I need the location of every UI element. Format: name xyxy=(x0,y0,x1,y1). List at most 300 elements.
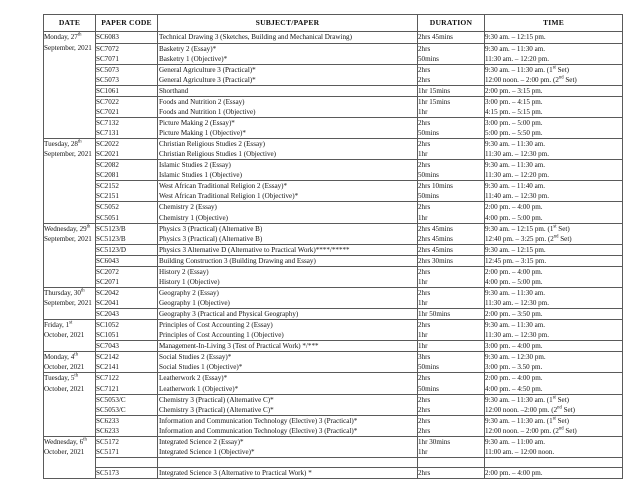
subject-cell xyxy=(158,266,418,287)
subject-cell xyxy=(158,309,418,320)
paper-code-cell xyxy=(96,415,158,436)
time-cell xyxy=(485,139,623,160)
subject-cell xyxy=(158,244,418,255)
table-row xyxy=(44,394,623,415)
paper-code-cell-line: SC5171 xyxy=(96,447,119,456)
duration-cell-line: 1hr xyxy=(418,299,428,308)
paper-code-cell xyxy=(96,139,158,160)
paper-code-cell-line: SC1052 xyxy=(96,321,119,330)
table-row xyxy=(44,223,623,244)
date-cell xyxy=(44,352,96,373)
duration-cell-line: 1hr 50mins xyxy=(418,310,451,319)
paper-code-cell xyxy=(96,160,158,181)
paper-code-cell-line: SC7132 xyxy=(96,118,119,127)
subject-cell-line: History 2 (Essay) xyxy=(159,267,209,276)
paper-code-cell xyxy=(96,32,158,43)
paper-code-cell-line: SC2152 xyxy=(96,182,119,191)
time-cell xyxy=(485,160,623,181)
paper-code-cell xyxy=(96,467,158,478)
subject-cell xyxy=(158,394,418,415)
duration-cell-line: 2hrs xyxy=(418,416,431,425)
date-cell xyxy=(44,287,96,319)
time-cell-line: 9:30 am. – 11:40 am. xyxy=(485,182,546,191)
subject-cell-line: Foods and Nutrition 1 (Objective) xyxy=(159,107,256,116)
table-row xyxy=(44,255,623,266)
time-cell xyxy=(485,266,623,287)
time-cell-line: 12:40 pm. – 3:25 pm. (2nd Set) xyxy=(485,234,572,243)
date-ordinal-superscript: th xyxy=(80,288,85,294)
date-ordinal-superscript: th xyxy=(74,374,79,380)
table-row xyxy=(44,96,623,117)
time-cell-line: 4:00 pm. – 5:00 pm. xyxy=(485,277,543,286)
paper-code-cell-line: SC6233 xyxy=(96,416,119,425)
subject-cell xyxy=(158,223,418,244)
duration-cell-line: 50mins xyxy=(418,192,439,201)
subject-cell-line: Foods and Nutrition 2 (Essay) xyxy=(159,97,245,106)
duration-cell-line: 2hrs xyxy=(418,140,431,149)
duration-cell-line: 50mins xyxy=(418,171,439,180)
paper-code-cell xyxy=(96,43,158,64)
subject-cell xyxy=(158,373,418,394)
subject-cell xyxy=(158,32,418,43)
column-header-paper-code: PAPER CODE xyxy=(96,15,158,32)
date-line: Wednesday, 6th xyxy=(44,437,87,446)
subject-cell xyxy=(158,160,418,181)
time-cell xyxy=(485,287,623,308)
duration-cell-line: 2hrs 45mins xyxy=(418,33,453,42)
subject-cell-line: Integrated Science 3 (Alternative to Practical Work) * xyxy=(159,468,312,477)
paper-code-cell-line: SC2043 xyxy=(96,310,119,319)
paper-code-cell-line: SC5073 xyxy=(96,75,119,84)
subject-cell-line: West African Traditional Religion 1 (Objective)* xyxy=(159,192,299,201)
paper-code-cell xyxy=(96,309,158,320)
date-line: Friday, 1st xyxy=(44,320,73,330)
paper-code-cell-line: SC5052 xyxy=(96,203,119,212)
duration-cell-line: 1hr xyxy=(418,107,428,116)
paper-code-cell-line: SC5123/B xyxy=(96,234,126,243)
date-cell xyxy=(44,223,96,287)
duration-cell xyxy=(418,160,485,181)
duration-cell-line: 2hrs xyxy=(418,426,431,435)
paper-code-cell-line: SC5073 xyxy=(96,65,119,74)
subject-cell-line: Technical Drawing 3 (Sketches, Building and Mechanical Drawing) xyxy=(159,33,352,42)
table-row xyxy=(44,415,623,436)
paper-code-cell-line: SC5123/B xyxy=(96,224,126,233)
subject-cell-line: General Agriculture 3 (Practical)* xyxy=(159,75,256,84)
table-row xyxy=(44,287,623,308)
time-cell-line: 11:30 am. – 12:30 pm. xyxy=(485,299,549,308)
date-ordinal-superscript: st xyxy=(69,320,73,326)
duration-cell xyxy=(418,244,485,255)
time-cell-line: 9:30 am. – 11:30 am. (1st Set) xyxy=(485,395,570,404)
paper-code-cell-line: SC2082 xyxy=(96,161,119,170)
duration-cell xyxy=(418,467,485,478)
subject-cell xyxy=(158,117,418,138)
paper-code-cell-line: SC2151 xyxy=(96,192,119,201)
date-line: September, 2021 xyxy=(44,234,92,243)
duration-cell xyxy=(418,202,485,223)
paper-code-cell-line: SC5053/C xyxy=(96,405,126,414)
time-cell xyxy=(485,223,623,244)
table-row xyxy=(44,117,623,138)
date-line: Thursday, 30th xyxy=(44,288,85,297)
subject-cell-line: Christian Religious Studies 1 (Objective) xyxy=(159,150,277,159)
table-row xyxy=(44,160,623,181)
paper-code-cell xyxy=(96,266,158,287)
subject-cell-line: Information and Communication Technology (Elective) 3 (Practical)* xyxy=(159,426,358,435)
table-row xyxy=(44,43,623,64)
column-header-time: TIME xyxy=(485,15,623,32)
time-cell xyxy=(485,341,623,352)
table-header xyxy=(44,15,623,32)
paper-code-cell-line: SC5053/C xyxy=(96,395,126,404)
subject-cell-line: Shorthand xyxy=(159,86,189,95)
duration-cell xyxy=(418,255,485,266)
paper-code-cell-line: SC7043 xyxy=(96,342,119,351)
subject-cell-line: Basketry 2 (Essay)* xyxy=(159,44,217,53)
time-cell xyxy=(485,467,623,478)
duration-cell-line: 1hr xyxy=(418,277,428,286)
subject-cell-line: Management-In-Living 3 (Test of Practical Work) */*** xyxy=(159,342,319,351)
subject-cell xyxy=(158,139,418,160)
time-cell-line: 9:30 am. – 12:30 pm. xyxy=(485,353,546,362)
time-cell-line: 2:00 pm. – 4:00 pm. xyxy=(485,203,543,212)
paper-code-cell-line: SC2141 xyxy=(96,363,119,372)
duration-cell xyxy=(418,415,485,436)
paper-code-cell-line: SC5123/D xyxy=(96,245,126,254)
duration-cell-line: 2hrs xyxy=(418,468,431,477)
paper-code-cell-line: SC1051 xyxy=(96,331,119,340)
ordinal-superscript: nd xyxy=(558,75,564,81)
date-line: September, 2021 xyxy=(44,150,92,159)
date-cell xyxy=(44,320,96,352)
subject-cell-line: Chemistry 3 (Practical) (Alternative C)* xyxy=(159,405,274,414)
duration-cell xyxy=(418,373,485,394)
time-cell-line: 11:30 am. – 12:20 pm. xyxy=(485,54,549,63)
paper-code-cell xyxy=(96,373,158,394)
time-cell xyxy=(485,32,623,43)
table-row xyxy=(44,85,623,96)
subject-cell xyxy=(158,436,418,457)
subject-cell-line: Principles of Cost Accounting 2 (Essay) xyxy=(159,321,273,330)
ordinal-superscript: nd xyxy=(557,405,562,411)
date-line: October, 2021 xyxy=(44,331,85,340)
ordinal-superscript: nd xyxy=(558,426,564,432)
date-cell xyxy=(44,139,96,224)
paper-code-cell xyxy=(96,320,158,341)
duration-cell-line: 1hr xyxy=(418,447,428,456)
time-cell-line: 3:00 pm. – 4:15 pm. xyxy=(485,97,543,106)
subject-cell xyxy=(158,85,418,96)
table-body xyxy=(44,32,623,479)
duration-cell-line: 2hrs 10mins xyxy=(418,182,453,191)
duration-cell-line: 2hrs xyxy=(418,374,431,383)
subject-cell-line: Physics 3 (Practical) (Alternative B) xyxy=(159,234,263,243)
duration-cell-line: 2hrs xyxy=(418,395,431,404)
subject-cell-line: Principles of Cost Accounting 1 (Objective) xyxy=(159,331,284,340)
time-cell xyxy=(485,244,623,255)
duration-cell-line: 2hrs xyxy=(418,161,431,170)
ordinal-superscript: st xyxy=(552,395,556,401)
time-cell-line: 3:00 pm. – 5:00 pm. xyxy=(485,118,543,127)
paper-code-cell-line: SC2072 xyxy=(96,267,119,276)
subject-cell-line: Integrated Science 2 (Essay)* xyxy=(159,437,244,446)
duration-cell-line: 1hr xyxy=(418,331,428,340)
column-header-subject-paper: SUBJECT/PAPER xyxy=(158,15,418,32)
time-cell-line: 9:30 am. – 12:15 pm. xyxy=(485,245,546,254)
time-cell xyxy=(485,415,623,436)
duration-cell xyxy=(418,266,485,287)
time-cell-line: 4:00 pm. – 5:00 pm. xyxy=(485,213,543,222)
subject-cell xyxy=(158,181,418,202)
date-line: Monday, 4th xyxy=(44,352,78,362)
table-row xyxy=(44,436,623,457)
time-cell-line: 9:30 am. – 11:30 am. xyxy=(485,140,546,149)
time-cell-line: 2:00 pm. – 4:00 pm. xyxy=(485,267,543,276)
paper-code-cell xyxy=(96,181,158,202)
subject-cell xyxy=(158,320,418,341)
paper-code-cell-line: SC2022 xyxy=(96,140,119,149)
time-cell-line: 11:00 am. – 12:00 noon. xyxy=(485,447,555,456)
ordinal-superscript: st xyxy=(552,65,556,71)
time-cell xyxy=(485,373,623,394)
ordinal-superscript: st xyxy=(552,416,556,422)
header-row xyxy=(44,15,623,32)
subject-cell xyxy=(158,341,418,352)
time-cell-line: 12:00 noon. – 2:00 pm. (2nd Set) xyxy=(485,426,577,435)
date-line: Tuesday, 28th xyxy=(44,139,82,149)
time-cell-line: 11:30 am. – 12:30 pm. xyxy=(485,150,549,159)
paper-code-cell-line: SC6083 xyxy=(96,33,119,42)
subject-cell-line: Physics 3 (Practical) (Alternative B) xyxy=(159,224,263,233)
duration-cell-line: 1hr 15mins xyxy=(418,86,451,95)
time-cell xyxy=(485,96,623,117)
date-ordinal-superscript: th xyxy=(74,352,78,358)
subject-cell-line: Chemistry 2 (Essay) xyxy=(159,203,217,212)
subject-cell-line: History 1 (Objective) xyxy=(159,277,220,286)
paper-code-cell-line: SC2042 xyxy=(96,288,119,297)
table-row xyxy=(44,244,623,255)
table-row xyxy=(44,202,623,223)
time-cell-line: 2:00 pm. – 4:00 pm. xyxy=(485,374,543,383)
duration-cell-line: 50mins xyxy=(418,129,439,138)
duration-cell-line: 2hrs xyxy=(418,288,431,297)
table-row xyxy=(44,266,623,287)
time-cell xyxy=(485,394,623,415)
subject-cell-line: Chemistry 1 (Objective) xyxy=(159,213,228,222)
paper-code-cell-line: SC7022 xyxy=(96,97,119,106)
time-cell-line: 4:15 pm. – 5:15 pm. xyxy=(485,107,543,116)
time-cell-line: 11:30 am. – 12:30 pm. xyxy=(485,331,549,340)
date-line: September, 2021 xyxy=(44,43,92,52)
subject-cell xyxy=(158,352,418,373)
duration-cell-line: 50mins xyxy=(418,363,439,372)
date-line: Monday, 27th xyxy=(44,33,82,42)
paper-code-cell xyxy=(96,202,158,223)
duration-cell xyxy=(418,436,485,457)
time-cell xyxy=(485,181,623,202)
time-cell-line: 4:00 pm. – 4:50 pm. xyxy=(485,384,543,393)
time-cell-line: 11:30 am. – 12:20 pm. xyxy=(485,171,549,180)
table-row xyxy=(44,181,623,202)
paper-code-cell-line: SC7121 xyxy=(96,384,119,393)
subject-cell-line: Information and Communication Technology (Elective) 3 (Practical)* xyxy=(159,416,358,425)
paper-code-cell xyxy=(96,255,158,266)
date-cell xyxy=(44,373,96,436)
time-cell-line: 2:00 pm. – 3:50 pm. xyxy=(485,310,543,319)
subject-cell xyxy=(158,96,418,117)
time-cell-line: 3:00 pm. – 3.50 pm. xyxy=(485,363,543,372)
table-row xyxy=(44,139,623,160)
subject-cell-line: Integrated Science 1 (Objective)* xyxy=(159,447,255,456)
duration-cell xyxy=(418,85,485,96)
time-cell-line: 3:00 pm. – 4:00 pm. xyxy=(485,342,543,351)
duration-cell xyxy=(418,320,485,341)
ordinal-superscript: nd xyxy=(553,234,559,240)
paper-code-cell-line: SC1061 xyxy=(96,86,119,95)
time-cell-line: 9:30 am. – 11:30 am. (1st Set) xyxy=(485,65,570,74)
table-row xyxy=(44,64,623,85)
duration-cell-line: 2hrs xyxy=(418,44,431,53)
time-cell xyxy=(485,117,623,138)
time-cell-line: 9:30 am. – 11:30 am. xyxy=(485,161,546,170)
subject-cell-line: General Agriculture 3 (Practical)* xyxy=(159,65,256,74)
column-header-duration: DURATION xyxy=(418,15,485,32)
time-cell-line: 11:40 am. – 12:30 pm. xyxy=(485,192,549,201)
time-cell-line: 2:00 pm. – 3:15 pm. xyxy=(485,86,543,95)
time-cell-line: 9:30 am. – 11:30 am. xyxy=(485,321,546,330)
time-cell xyxy=(485,85,623,96)
duration-cell-line: 1hr 15mins xyxy=(418,97,451,106)
subject-cell-line: Geography 2 (Essay) xyxy=(159,288,219,297)
subject-cell-line: Picture Making 1 (Objective)* xyxy=(159,129,246,138)
time-cell xyxy=(485,436,623,457)
date-ordinal-superscript: th xyxy=(77,33,82,39)
duration-cell-line: 1hr 30mins xyxy=(418,437,451,446)
subject-cell-line: Basketry 1 (Objective)* xyxy=(159,54,228,63)
paper-code-cell xyxy=(96,96,158,117)
time-cell-line: 9:30 am. – 11:30 am. (1st Set) xyxy=(485,416,570,425)
paper-code-cell xyxy=(96,287,158,308)
subject-cell xyxy=(158,467,418,478)
duration-cell xyxy=(418,64,485,85)
time-cell xyxy=(485,64,623,85)
duration-cell xyxy=(418,309,485,320)
date-line: Tuesday, 5th xyxy=(44,374,79,383)
time-cell xyxy=(485,309,623,320)
duration-cell xyxy=(418,181,485,202)
duration-cell xyxy=(418,352,485,373)
paper-code-cell-line: SC7071 xyxy=(96,54,119,63)
subject-cell xyxy=(158,415,418,436)
time-cell-line: 2:00 pm. – 4:00 pm. xyxy=(485,468,543,477)
paper-code-cell xyxy=(96,352,158,373)
time-cell xyxy=(485,255,623,266)
date-cell xyxy=(44,436,96,478)
time-cell xyxy=(485,320,623,341)
exam-timetable xyxy=(43,14,623,479)
table-row xyxy=(44,32,623,43)
subject-cell-line: Social Studies 1 (Objective)* xyxy=(159,363,243,372)
table-row xyxy=(44,352,623,373)
paper-code-cell xyxy=(96,64,158,85)
paper-code-cell-line: SC2081 xyxy=(96,171,119,180)
duration-cell-line: 2hrs 45mins xyxy=(418,234,453,243)
date-line: October, 2021 xyxy=(44,363,85,372)
time-cell xyxy=(485,43,623,64)
table-row xyxy=(44,467,623,478)
duration-cell-line: 2hrs 45mins xyxy=(418,224,453,233)
paper-code-cell xyxy=(96,244,158,255)
time-cell-line: 9:30 am. – 12:15 pm. xyxy=(485,33,546,42)
time-cell-line: 9:30 am. – 11:30 am. xyxy=(485,44,546,53)
paper-code-cell-line: SC7072 xyxy=(96,44,119,53)
duration-cell xyxy=(418,139,485,160)
duration-cell-line: 2hrs xyxy=(418,118,431,127)
ordinal-superscript: st xyxy=(553,224,557,230)
subject-cell xyxy=(158,202,418,223)
paper-code-cell xyxy=(96,341,158,352)
subject-cell-line: Christian Religious Studies 2 (Essay) xyxy=(159,140,266,149)
paper-code-cell-line: SC5051 xyxy=(96,213,119,222)
subject-cell-line: Geography 3 (Practical and Physical Geography) xyxy=(159,310,299,319)
duration-cell-line: 2hrs xyxy=(418,75,431,84)
date-line: October, 2021 xyxy=(44,447,85,456)
paper-code-cell xyxy=(96,436,158,457)
paper-code-cell-line: SC5172 xyxy=(96,437,119,446)
paper-code-cell-line: SC2071 xyxy=(96,277,119,286)
paper-code-cell xyxy=(96,223,158,244)
duration-cell xyxy=(418,43,485,64)
duration-cell-line: 3hrs xyxy=(418,353,431,362)
date-line: October, 2021 xyxy=(44,384,85,393)
table-row xyxy=(44,320,623,341)
subject-cell-line: Social Studies 2 (Essay)* xyxy=(159,353,232,362)
paper-code-cell-line: SC2021 xyxy=(96,150,119,159)
subject-cell-line: West African Traditional Religion 2 (Essay)* xyxy=(159,182,288,191)
paper-code-cell-line: SC5173 xyxy=(96,468,119,477)
paper-code-cell xyxy=(96,394,158,415)
subject-cell-line: Islamic Studies 1 (Objective) xyxy=(159,171,242,180)
subject-cell-line: Leatherwork 1 (Objective)* xyxy=(159,384,239,393)
table-row xyxy=(44,309,623,320)
duration-cell-line: 1hr xyxy=(418,150,428,159)
subject-cell-line: Leatherwork 2 (Essay)* xyxy=(159,374,228,383)
subject-cell-line: Chemistry 3 (Practical) (Alternative C)* xyxy=(159,395,274,404)
subject-cell-line: Geography 1 (Objective) xyxy=(159,299,230,308)
duration-cell-line: 2hrs 30mins xyxy=(418,256,453,265)
paper-code-cell-line: SC6233 xyxy=(96,426,119,435)
paper-code-cell-line: SC2041 xyxy=(96,299,119,308)
table-row xyxy=(44,373,623,394)
subject-cell xyxy=(158,255,418,266)
duration-cell-line: 2hrs xyxy=(418,405,431,414)
duration-cell-line: 2hrs 45mins xyxy=(418,245,453,254)
duration-cell-line: 2hrs xyxy=(418,65,431,74)
time-cell-line: 12:00 noon. –2:00 pm. (2nd Set) xyxy=(485,405,575,414)
duration-cell-line: 50mins xyxy=(418,384,439,393)
subject-cell xyxy=(158,64,418,85)
date-ordinal-superscript: th xyxy=(86,224,91,230)
duration-cell-line: 1hr xyxy=(418,342,428,351)
time-cell xyxy=(485,202,623,223)
table-row xyxy=(44,341,623,352)
paper-code-cell-line: SC7122 xyxy=(96,374,119,383)
duration-cell-line: 1hr xyxy=(418,213,428,222)
paper-code-cell-line: SC7021 xyxy=(96,107,119,116)
duration-cell-line: 2hrs xyxy=(418,203,431,212)
paper-code-cell-line: SC6043 xyxy=(96,256,119,265)
